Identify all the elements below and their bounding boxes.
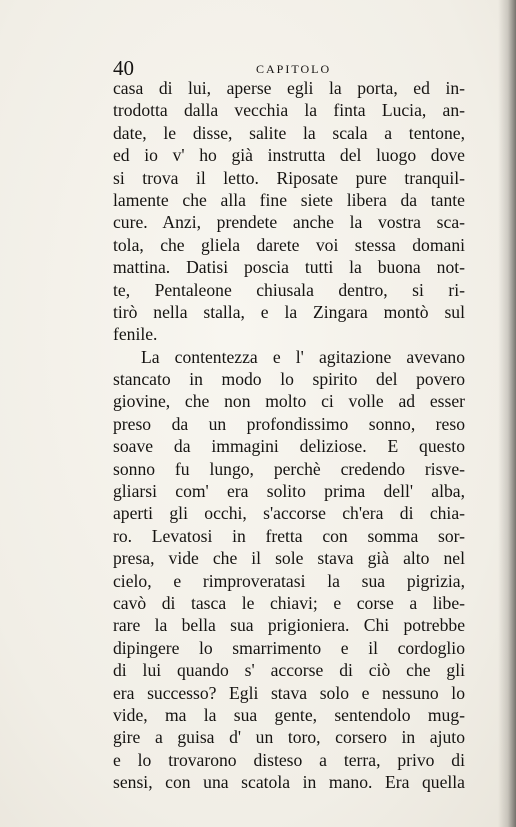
running-head: CAPITOLO [256, 62, 332, 76]
body-text [113, 77, 465, 794]
text-line: cielo, e rimproveratasi la sua pigrizia, [113, 570, 465, 591]
text-line: gliarsi com' era solito prima dell' alba, [113, 481, 465, 502]
text-line: dipingere lo smarrimento e il cordoglio [113, 637, 465, 658]
text-line: di lui quando s' accorse di ciò che gli [113, 660, 465, 681]
text-line: sensi, con una scatola in mano. Era quella [113, 772, 465, 793]
text-line: si trova il letto. Riposate pure tranquil- [113, 167, 465, 188]
text-line: e lo trovarono disteso a terra, privo di [113, 749, 465, 770]
text-line: rare la bella sua prigioniera. Chi potrebbe [113, 615, 465, 636]
paragraph-start-line: La contentezza e l' agitazione avevano [141, 346, 465, 367]
text-line: gire a guisa d' un toro, corsero in ajuto [113, 727, 465, 748]
text-line: casa di lui, aperse egli la porta, ed in- [113, 78, 465, 98]
text-line: cavò di tasca le chiavi; e corse a libe- [113, 592, 465, 613]
text-line: ed io v' ho già instrutta del luogo dove [113, 145, 465, 166]
text-line: lamente che alla fine siete libera da tante [113, 189, 465, 210]
text-line: tola, che gliela darete voi stessa domani [113, 234, 465, 255]
text-line: preso da un profondissimo sonno, reso [113, 413, 465, 434]
text-line: soave da immagini deliziose. E questo [113, 436, 465, 457]
text-line: era successo? Egli stava solo e nessuno lo [113, 682, 465, 703]
text-line: stancato in modo lo spirito del povero [113, 369, 465, 390]
text-line: tirò nella stalla, e la Zingara montò sul [113, 301, 465, 322]
text-line: sonno fu lungo, perchè credendo risve- [113, 458, 465, 479]
page-edge-shadow [498, 0, 516, 827]
text-line: date, le disse, salite la scala a tentone, [113, 122, 465, 143]
text-line: trodotta dalla vecchia la finta Lucia, an- [113, 100, 465, 121]
text-line: cure. Anzi, prendete anche la vostra sca- [113, 212, 465, 233]
text-line: vide, ma la sua gente, sentendolo mug- [113, 704, 465, 725]
text-line: te, Pentaleone chiusala dentro, si ri- [113, 279, 465, 300]
page-number: 40 [113, 56, 134, 80]
paragraph-end-line: fenile. [113, 324, 158, 345]
text-line: mattina. Datisi poscia tutti la buona not- [113, 257, 465, 278]
text-line: ro. Levatosi in fretta con somma sor- [113, 525, 465, 546]
text-line: giovine, che non molto ci volle ad esser [113, 391, 465, 412]
text-line: aperti gli occhi, s'accorse ch'era di chia- [113, 503, 465, 524]
text-line: presa, vide che il sole stava già alto nel [113, 548, 465, 569]
